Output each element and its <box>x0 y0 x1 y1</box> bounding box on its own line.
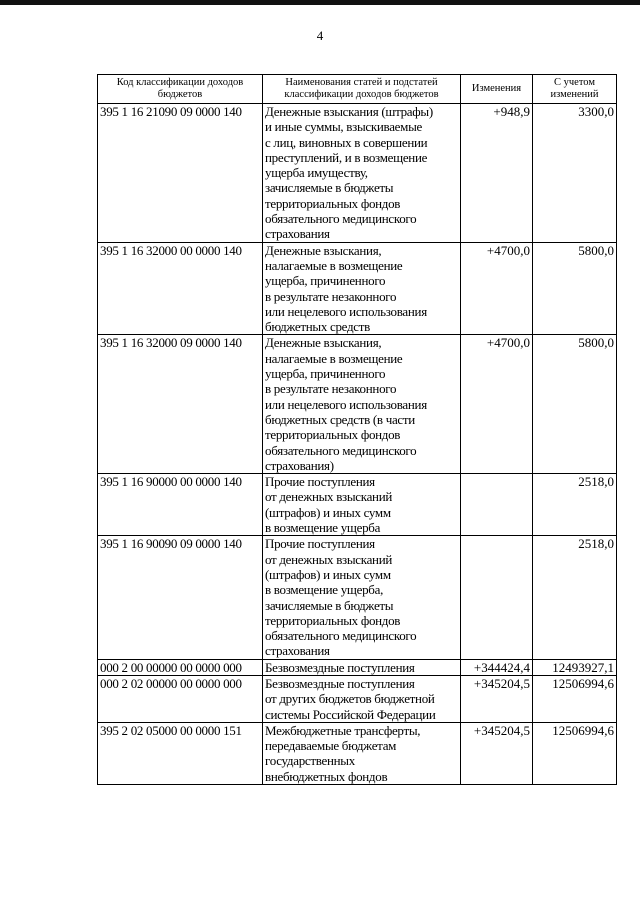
row-name-line: Безвозмездные поступления <box>265 675 415 691</box>
row-change: +345204,5 <box>461 722 533 784</box>
header-change: Изменения <box>461 75 533 104</box>
row-change <box>461 536 533 659</box>
row-total: 12506994,6 <box>533 675 617 722</box>
table-row <box>98 659 617 675</box>
row-name-line: обязательного медицинского <box>265 628 417 644</box>
row-name-line: передаваемые бюджетам <box>265 738 397 754</box>
row-name <box>263 675 461 722</box>
header-code: Код классификации доходов бюджетов <box>98 75 263 104</box>
row-total: 5800,0 <box>533 335 617 474</box>
row-name-line: Денежные взыскания, <box>265 242 382 258</box>
row-name-line: от денежных взысканий <box>265 551 393 567</box>
row-name-line: в результате незаконного <box>265 288 397 304</box>
row-change <box>461 474 533 536</box>
row-code: 000 2 00 00000 00 0000 000 <box>98 659 263 675</box>
row-name-line: внебюджетных фондов <box>265 768 388 784</box>
table-body <box>98 104 617 785</box>
row-change: +4700,0 <box>461 242 533 335</box>
row-name-line: зачисляемые в бюджеты <box>265 597 394 613</box>
row-name-line: Прочие поступления <box>265 536 375 552</box>
table-row <box>98 104 617 243</box>
row-name <box>263 474 461 536</box>
row-name-line: Межбюджетные трансферты, <box>265 722 421 738</box>
row-name-line: бюджетных средств (в части <box>265 411 415 427</box>
row-name-line: в возмещение ущерба <box>265 520 381 536</box>
row-name-line: налагаемые в возмещение <box>265 350 403 366</box>
row-name-line: в возмещение ущерба, <box>265 582 384 598</box>
row-name-line: страхования <box>265 643 330 659</box>
row-name <box>263 104 461 243</box>
row-name-line: бюджетных средств <box>265 319 370 335</box>
row-code: 000 2 02 00000 00 0000 000 <box>98 675 263 722</box>
row-name-line: (штрафов) и иных сумм <box>265 566 391 582</box>
row-name <box>263 536 461 659</box>
table-row <box>98 675 617 722</box>
row-change: +344424,4 <box>461 659 533 675</box>
table-row <box>98 722 617 784</box>
row-name-line: страхования) <box>265 457 334 473</box>
table-row <box>98 335 617 474</box>
row-name-line: Денежные взыскания, <box>265 335 382 351</box>
row-name-line: системы Российской Федерации <box>265 706 436 722</box>
row-total: 2518,0 <box>533 474 617 536</box>
row-name-line: ущерба, причиненного <box>265 366 386 382</box>
table-row <box>98 242 617 335</box>
row-code: 395 1 16 90000 00 0000 140 <box>98 474 263 536</box>
row-name <box>263 335 461 474</box>
row-name-line: преступлений, и в возмещение <box>265 149 428 165</box>
row-code: 395 1 16 32000 09 0000 140 <box>98 335 263 474</box>
row-name-line: зачисляемые в бюджеты <box>265 180 394 196</box>
row-name-line: страхования <box>265 226 330 242</box>
header-name: Наименования статей и подстатей классификации доходов бюджетов <box>263 75 461 104</box>
row-name-line: территориальных фондов <box>265 427 401 443</box>
row-name-line: Денежные взыскания (штрафы) <box>265 104 433 119</box>
row-name-line: ущерба имуществу, <box>265 165 368 181</box>
row-code: 395 1 16 32000 00 0000 140 <box>98 242 263 335</box>
row-name-line: с лиц, виновных в совершении <box>265 134 428 150</box>
header-total: С учетом изменений <box>533 75 617 104</box>
table-row <box>98 474 617 536</box>
row-total: 3300,0 <box>533 104 617 243</box>
row-name-line: территориальных фондов <box>265 195 401 211</box>
row-code: 395 1 16 21090 09 0000 140 <box>98 104 263 243</box>
row-change: +4700,0 <box>461 335 533 474</box>
row-name-line: и иные суммы, взыскиваемые <box>265 119 422 135</box>
row-name-line: или нецелевого использования <box>265 396 427 412</box>
row-name <box>263 242 461 335</box>
table-row <box>98 536 617 659</box>
row-name-line: в результате незаконного <box>265 381 397 397</box>
top-rule <box>0 0 640 5</box>
row-name-line: ущерба, причиненного <box>265 273 386 289</box>
row-total: 5800,0 <box>533 242 617 335</box>
page-number: 4 <box>316 28 324 43</box>
row-total: 12493927,1 <box>533 659 617 675</box>
row-name-line: от денежных взысканий <box>265 489 393 505</box>
row-name-line: налагаемые в возмещение <box>265 257 403 273</box>
row-change: +948,9 <box>461 104 533 243</box>
row-total: 12506994,6 <box>533 722 617 784</box>
row-name <box>263 722 461 784</box>
row-name-line: территориальных фондов <box>265 612 401 628</box>
table-header-row <box>98 75 617 104</box>
row-name-line: или нецелевого использования <box>265 303 427 319</box>
row-total: 2518,0 <box>533 536 617 659</box>
row-code: 395 1 16 90090 09 0000 140 <box>98 536 263 659</box>
row-name-line: Прочие поступления <box>265 474 375 490</box>
row-name-line: (штрафов) и иных сумм <box>265 504 391 520</box>
row-name <box>263 659 461 675</box>
row-name-line: Безвозмездные поступления <box>265 659 415 675</box>
row-name-line: обязательного медицинского <box>265 442 417 458</box>
row-code: 395 2 02 05000 00 0000 151 <box>98 722 263 784</box>
budget-table <box>97 74 617 785</box>
row-name-line: от других бюджетов бюджетной <box>265 691 435 707</box>
row-name-line: обязательного медицинского <box>265 211 417 227</box>
row-name-line: государственных <box>265 753 355 769</box>
row-change: +345204,5 <box>461 675 533 722</box>
